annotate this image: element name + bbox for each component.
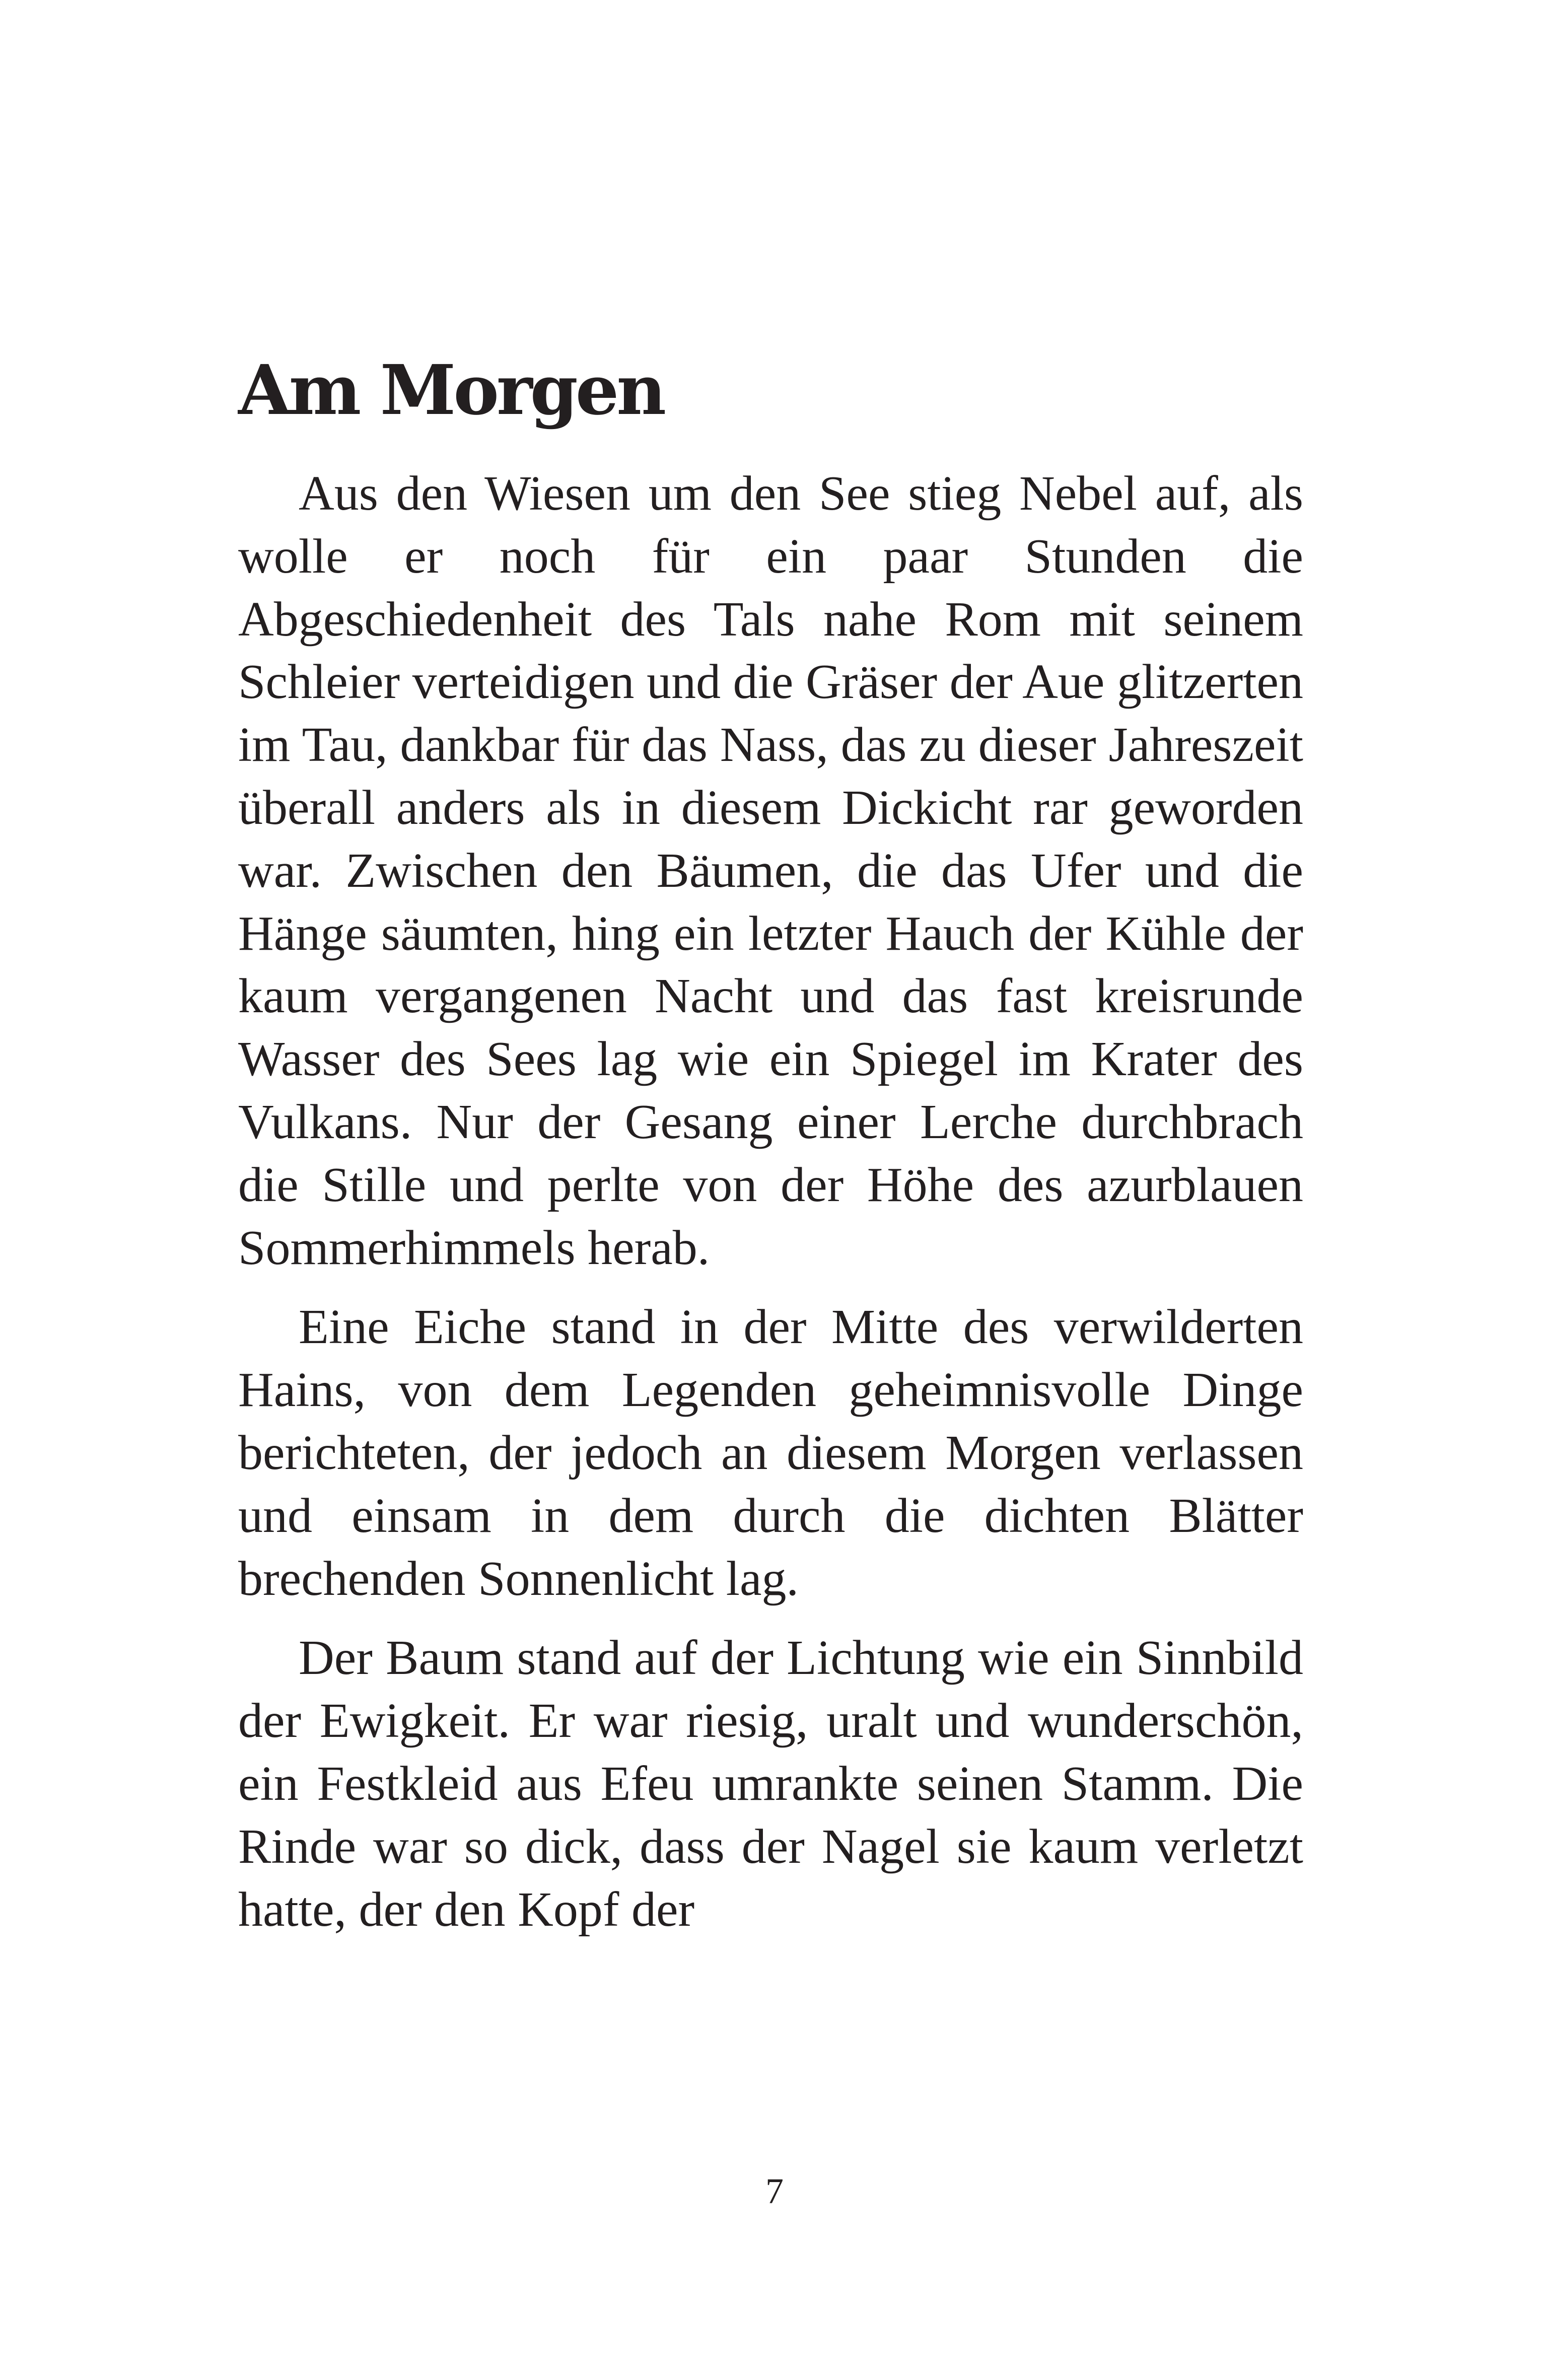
page-number: 7	[765, 2171, 784, 2211]
chapter-title: Am Morgen	[238, 350, 664, 431]
paragraph-3: Der Baum stand auf der Lichtung wie ein Sinnbild der Ewigkeit. Er war riesig, uralt und wunderschön, ein Festkleid aus Efeu umrankte seinen Stamm. Die Rinde war so dick, dass der Nagel sie kaum verletzt hatte, der den Kopf der	[238, 1631, 1303, 1937]
chapter-body	[238, 462, 1303, 1957]
paragraph-1: Aus den Wiesen um den See stieg Nebel auf, als wolle er noch für ein paar Stunden die Abgeschiedenheit des Tals nahe Rom mit seinem Schleier verteidigen und die Gräser der Aue glitzerten im Tau, dankbar für das Nass, das zu dieser Jahreszeit überall anders als in diesem Dickicht rar geworden war. Zwischen den Bäumen, die das Ufer und die Hänge säumten, hing ein letzter Hauch der Kühle der kaum vergangenen Nacht und das fast kreisrunde Wasser des Sees lag wie ein Spiegel im Krater des Vulkans. Nur der Gesang einer Lerche durchbrach die Stille und perlte von der Höhe des azurblauen Sommerhimmels herab.	[238, 466, 1303, 1275]
paragraph-2: Eine Eiche stand in der Mitte des verwilderten Hains, von dem Legenden geheimnisvolle Dinge berichteten, der jedoch an diesem Morgen verlassen und einsam in dem durch die dichten Blätter brechenden Sonnenlicht lag.	[238, 1300, 1303, 1606]
